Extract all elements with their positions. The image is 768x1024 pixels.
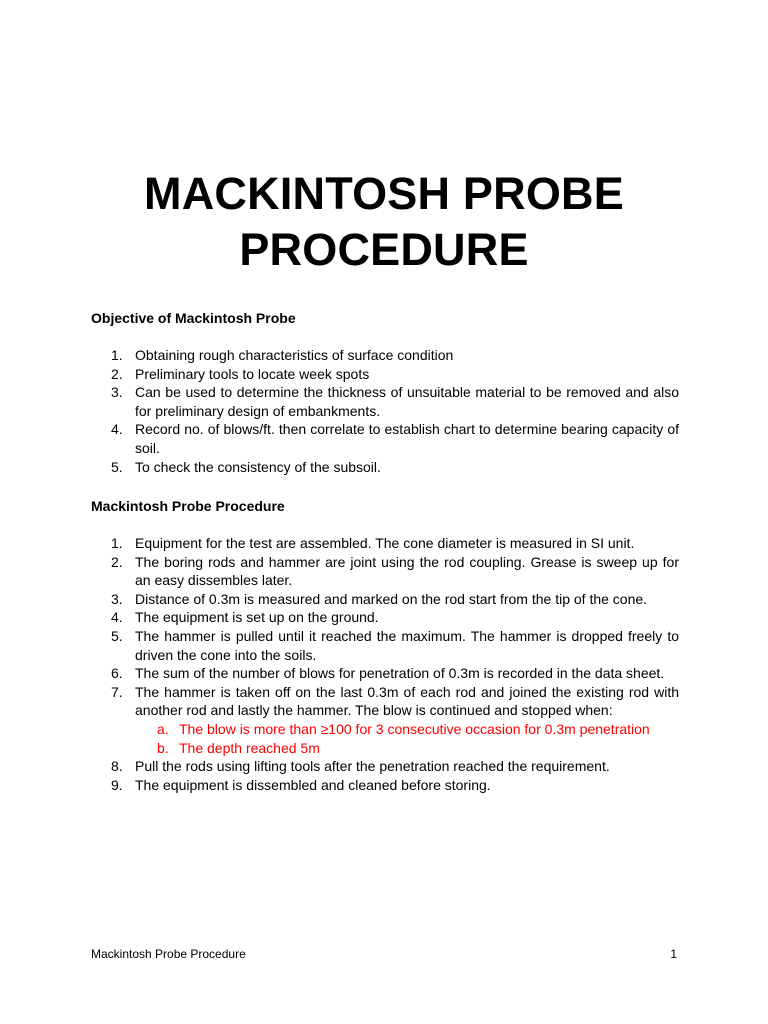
list-item-text: The sum of the number of blows for penetration of 0.3m is recorded in the data sheet. (135, 665, 665, 682)
list-item (91, 664, 679, 683)
list-item-text: The boring rods and hammer are joint using the rod coupling. Grease is sweep up for an easy dissembles later. (135, 553, 679, 589)
procedure-heading: Mackintosh Probe Procedure (91, 498, 285, 514)
objective-list (91, 346, 679, 476)
list-item-text: Distance of 0.3m is measured and marked on the rod start from the tip of the cone. (135, 590, 648, 607)
sub-list-item-text: The depth reached 5m (179, 739, 320, 756)
list-item (91, 683, 679, 757)
list-item-text: The equipment is set up on the ground. (135, 609, 379, 626)
page-title (0, 166, 768, 278)
sub-list-item-text: The blow is more than ≥100 for 3 consecutive occasion for 0.3m penetration (179, 720, 650, 737)
list-item-number: 9. (111, 776, 123, 793)
sub-list-item (135, 739, 679, 758)
page-title-line-1: MACKINTOSH PROBE (144, 168, 624, 219)
list-item (91, 534, 679, 553)
list-item-number: 7. (111, 683, 123, 700)
list-item (91, 383, 679, 420)
list-item-text: Record no. of blows/ft. then correlate to establish chart to determine bearing capacity of soil. (135, 421, 679, 456)
list-item (91, 346, 679, 365)
list-item-number: 5. (111, 627, 123, 644)
list-item-text: Preliminary tools to locate week spots (135, 365, 370, 382)
list-item-number: 6. (111, 665, 123, 682)
list-item-number: 2. (111, 553, 123, 570)
list-item-number: 2. (111, 365, 123, 382)
page-number: 1 (670, 947, 677, 961)
list-item-number: 3. (111, 590, 123, 607)
list-item-text: Obtaining rough characteristics of surface condition (135, 347, 454, 363)
procedure-list (91, 534, 679, 794)
list-item (91, 757, 679, 776)
list-item-number: 5. (111, 458, 123, 475)
objective-heading: Objective of Mackintosh Probe (91, 310, 296, 326)
list-item-text: Pull the rods using lifting tools after the penetration reached the requirement. (135, 758, 610, 775)
list-item-number: 8. (111, 758, 123, 775)
list-item-number: 4. (111, 421, 123, 438)
list-item-number: 1. (111, 535, 123, 551)
list-item (91, 608, 679, 627)
list-item-text: To check the consistency of the subsoil. (135, 458, 381, 475)
list-item-number: 3. (111, 384, 123, 401)
footer-title: Mackintosh Probe Procedure (91, 947, 246, 961)
sub-list-item-letter: b. (157, 739, 169, 756)
list-item-text: The hammer is pulled until it reached the maximum. The hammer is dropped freely to driven the cone into the soils. (135, 627, 679, 663)
list-item (91, 776, 679, 795)
list-item-text: Equipment for the test are assembled. The cone diameter is measured in SI unit. (135, 535, 635, 551)
list-item (91, 553, 679, 590)
page-title-line-2: PROCEDURE (239, 224, 529, 275)
list-item (91, 458, 679, 477)
list-item (91, 420, 679, 457)
list-item-text: The hammer is taken off on the last 0.3m of each rod and joined the existing rod with another rod and lastly the hammer. The blow is continued and stopped when: (135, 683, 679, 719)
list-item-text: The equipment is dissembled and cleaned before storing. (135, 776, 491, 793)
stop-conditions-list (135, 720, 679, 757)
list-item-number: 4. (111, 609, 123, 626)
sub-list-item-letter: a. (157, 720, 169, 737)
list-item (91, 590, 679, 609)
list-item-text: Can be used to determine the thickness of unsuitable material to be removed and also for preliminary design of embankments. (135, 384, 679, 419)
list-item (91, 627, 679, 664)
list-item-number: 1. (111, 347, 123, 363)
sub-list-item (135, 720, 679, 739)
list-item (91, 365, 679, 384)
